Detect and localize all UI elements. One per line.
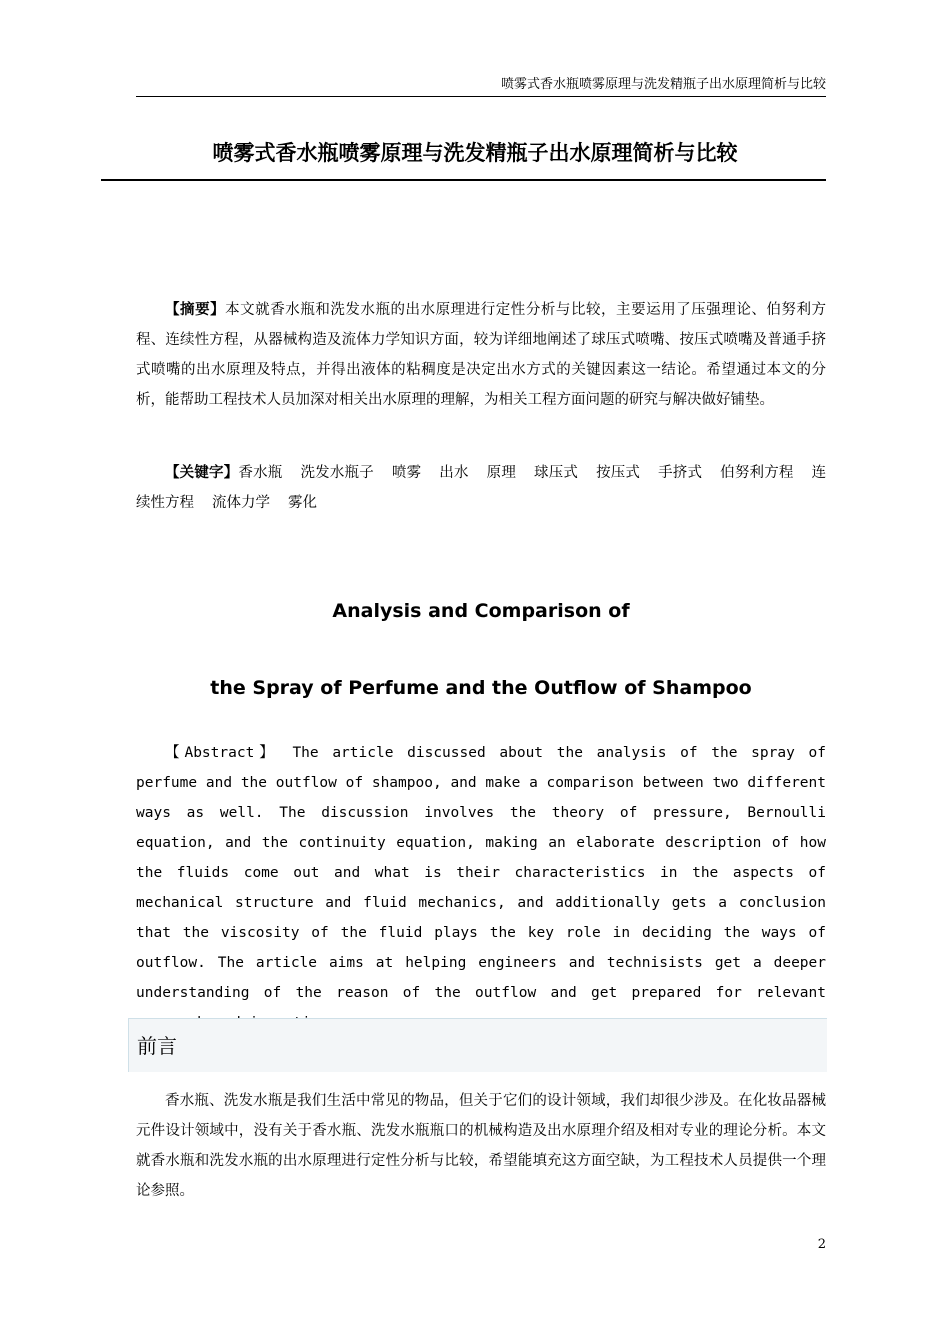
abstract-cn-label: 【摘要】 [165, 302, 226, 318]
keyword: 出水 [439, 465, 469, 481]
keyword: 按压式 [596, 465, 641, 481]
paper-title: 喷雾式香水瓶喷雾原理与洗发精瓶子出水原理简析与比较 [212, 141, 738, 165]
keyword: 手挤式 [658, 465, 703, 481]
section-heading-intro: 前言 [137, 1034, 177, 1058]
keyword: 连续性方程 [136, 465, 827, 511]
keyword: 伯努利方程 [720, 465, 794, 481]
keyword: 喷雾 [391, 465, 422, 481]
abstract-cn-text: 本文就香水瓶和洗发水瓶的出水原理进行定性分析与比较，主要运用了压强理论、伯努利方程、连续性方程，从器械构造及流体力学知识方面，较为详细地阐述了球压式喷嘴、按压式喷嘴及普通手挤式喷嘴的出水原理及特点，并得出液体的粘稠度是决定出水方式的关键因素这一结论。希望通过本文的分析，能帮助工程技术人员加深对相关出水原理的理解，为相关工程方面问题的研究与解决做好铺垫。 [136, 302, 826, 408]
abstract-en [136, 738, 826, 1038]
title-rule [101, 179, 826, 181]
section-heading-box [128, 1018, 827, 1072]
intro-paragraph: 香水瓶、洗发水瓶是我们生活中常见的物品，但关于它们的设计领域，我们却很少涉及。在化妆品器械元件设计领域中，没有关于香水瓶、洗发水瓶瓶口的机械构造及出水原理介绍及相对专业的理论分析。本文就香水瓶和洗发水瓶的出水原理进行定性分析与比较，希望能填充这方面空缺，为工程技术人员提供一个理论参照。 [136, 1093, 826, 1199]
keywords-cn [136, 458, 826, 518]
abstract-en-text: The article discussed about the analysis of the spray of perfume and the outflow of shampoo, and make a comparison between two different ways as well. The discussion involves the theory of pressure, Bernoulli equation, and the continuity equation, making an elaborate description of how the fluids come out and what is their characteristics in the aspects of mechanical structure and fluid mechanics, and additionally gets a conclusion that the viscosity of the fluid plays the key role in deciding the ways of outflow. The article aims at helping engineers and technisists get a deeper understanding of the reason of the outflow and get prepared for relevant [136, 745, 826, 1001]
keyword: 洗发水瓶子 [300, 465, 374, 481]
keyword: 流体力学 [212, 495, 270, 511]
running-header: 喷雾式香水瓶喷雾原理与洗发精瓶子出水原理简析与比较 [500, 77, 826, 92]
english-title-line-2: the Spray of Perfume and the Outflow of Shampoo [210, 677, 752, 699]
keyword: 球压式 [534, 465, 579, 481]
abstract-en-label: 【Abstract】 [165, 745, 279, 761]
header-rule [136, 96, 826, 97]
english-title-line-1: Analysis and Comparison of [332, 600, 630, 622]
keywords-label: 【关键字】 [165, 465, 239, 481]
keyword: 原理 [486, 465, 517, 481]
abstract-cn [136, 295, 826, 415]
keyword: 香水瓶 [238, 465, 283, 481]
page-number: 2 [817, 1237, 826, 1252]
keyword: 雾化 [288, 495, 317, 511]
